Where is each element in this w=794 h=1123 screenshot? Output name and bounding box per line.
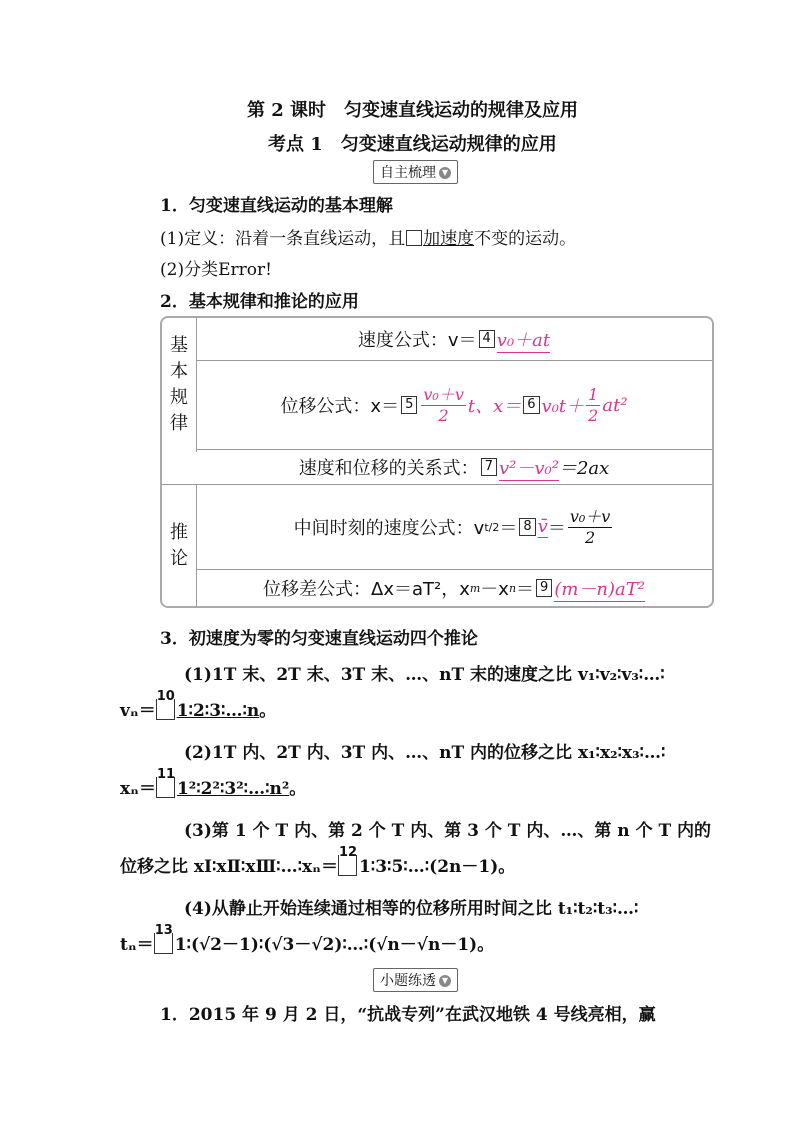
page-title: 第 2 课时 匀变速直线运动的规律及应用	[247, 100, 579, 121]
section-tag-practice[interactable]	[373, 968, 458, 992]
tag-label: 小题练透	[380, 973, 436, 989]
fraction: $\frac{\text{v₀＋v}}{2}$	[569, 506, 611, 547]
answer-box: 10	[156, 699, 175, 720]
answer-box	[406, 230, 422, 246]
answer-box: 13	[154, 933, 173, 954]
formula-row-displacement: 位移公式：x＝ 5 $\frac{\text{v₀＋v}}{2}$ t、x＝ 6 v₀t＋ $\frac{1}{2}$ at²	[196, 361, 712, 450]
page-subtitle: 考点 1 匀变速直线运动规律的应用	[268, 134, 557, 155]
section-tag-self-study[interactable]	[373, 160, 458, 184]
corollary-2-line2: xₙ＝ 11 1²∶2²∶3²∶…∶n²。	[120, 767, 307, 799]
corollary-3-line2: 位移之比 xⅠ∶xⅡ∶xⅢ∶…∶xₙ＝ 12 1∶3∶5∶…∶(2n－1)。	[120, 845, 516, 877]
answer-box: 11	[156, 777, 175, 798]
corollary-4-line2: tₙ＝ 13 1∶(√2－1)∶(√3－√2)∶…∶(√n－√n－1)。	[120, 923, 495, 955]
section-heading: 1．匀变速直线运动的基本理解	[160, 196, 393, 216]
practice-question-1: 1．2015 年 9 月 2 日，“抗战专列”在武汉地铁 4 号线亮相，赢	[160, 1005, 656, 1025]
formula-row-displacement-difference: 位移差公式：Δx＝aT²，x m －x n ＝ 9 (m－n)aT²	[196, 570, 712, 606]
corollary-1-line1: (1)1T 末、2T 末、3T 末、…、nT 末的速度之比 v₁∶v₂∶v₃∶…∶	[184, 665, 665, 685]
formula-row-velocity: 速度公式：v＝ 4 v₀＋at	[196, 318, 712, 361]
formula-row-midtime-velocity: 中间时刻的速度公式：v t/2 ＝ 8 v̄ ＝ $\frac{\text{v₀＋v}}{2}$	[196, 485, 712, 570]
formula-row-velocity-displacement: 速度和位移的关系式： 7 v²－v₀² ＝2ax	[196, 450, 712, 485]
chevron-down-icon: ▼	[439, 975, 451, 987]
definition-line: (1)定义：沿着一条直线运动，且 加速度不变的运动。	[160, 229, 577, 249]
answer-text: v₀＋at	[497, 326, 550, 353]
section-heading: 2．基本规律和推论的应用	[160, 292, 359, 312]
group-corollaries: 推 论	[162, 484, 197, 607]
answer-number: 4	[479, 330, 495, 348]
chevron-down-icon: ▼	[439, 167, 451, 179]
corollary-3-line1: (3)第 1 个 T 内、第 2 个 T 内、第 3 个 T 内、…、第 n 个 T 内的	[184, 821, 712, 841]
definition-answer: 加速度	[423, 229, 475, 249]
answer-box: 12	[338, 855, 357, 876]
corollary-4-line1: (4)从静止开始连续通过相等的位移所用时间之比 t₁∶t₂∶t₃∶…∶	[184, 899, 639, 919]
fraction-half: $\frac{1}{2}$	[588, 384, 599, 425]
group-basic-laws: 基 本 规 律	[162, 318, 197, 452]
corollary-1-line2: vₙ＝ 10 1∶2∶3∶…∶n。	[120, 689, 277, 721]
section-heading: 3．初速度为零的匀变速直线运动四个推论	[160, 629, 478, 649]
fraction: $\frac{\text{v₀＋v}}{2}$	[423, 384, 464, 425]
formula-table	[160, 316, 714, 608]
corollary-2-line1: (2)1T 内、2T 内、3T 内、…、nT 内的位移之比 x₁∶x₂∶x₃∶…∶	[184, 743, 666, 763]
classification-line: (2)分类Error!	[160, 260, 272, 280]
tag-label: 自主梳理	[380, 165, 436, 181]
